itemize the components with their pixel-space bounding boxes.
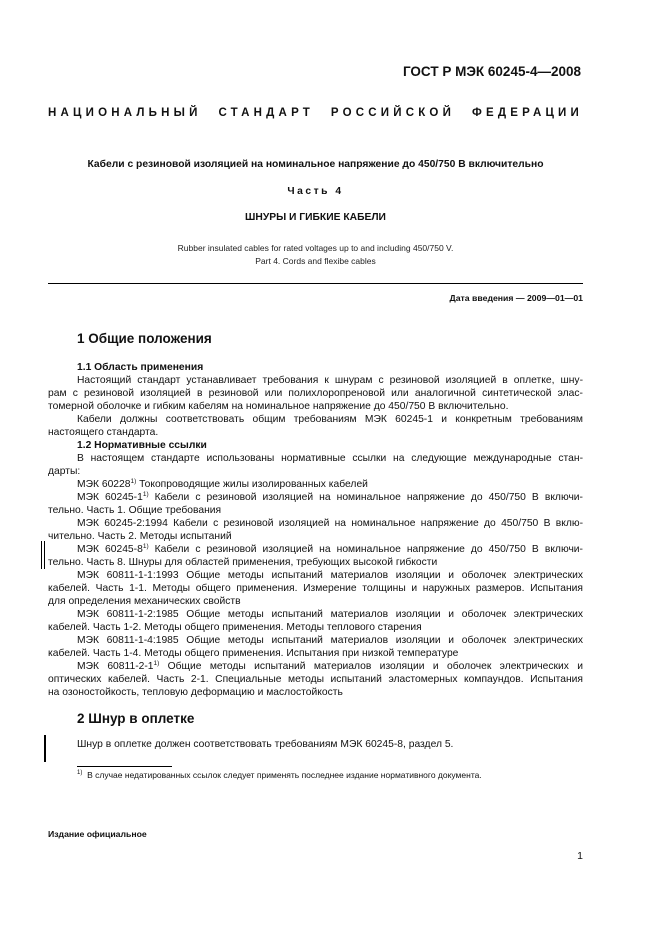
subsection-1-2-heading: 1.2 Нормативные ссылки xyxy=(77,440,207,451)
reference-item-cont: чительно. Часть 2. Методы испытаний xyxy=(48,531,232,542)
reference-code: МЭК 60228 xyxy=(77,479,131,490)
reference-item: МЭК 60811-1-1:1993 Общие методы испытаний материалов изоляции и оболочек электрических xyxy=(77,570,583,581)
reference-item-cont: оптических кабелей. Часть 2-1. Специальные методы испытаний эластомерных компаундов. Испытания xyxy=(48,674,583,685)
reference-text: Кабели с резиновой изоляцией на номинальное напряжение до 450/750 В включи- xyxy=(148,544,583,555)
footnote-text: В случае недатированных ссылок следует применять последнее издание нормативного документа. xyxy=(87,770,482,780)
part-title: ШНУРЫ И ГИБКИЕ КАБЕЛИ xyxy=(245,212,386,223)
page-number: 1 xyxy=(577,850,583,862)
title-divider xyxy=(48,283,583,285)
paragraph-line: рам с резиновой изоляцией в резиновой или полихлоропреновой или аналогичной синтетической элас- xyxy=(48,388,583,399)
reference-item-cont: кабелей. Часть 1-4. Методы общего применения. Испытания при низкой температуре xyxy=(48,648,459,659)
change-bar xyxy=(41,541,42,569)
footnote-ref: 1) xyxy=(142,491,149,498)
reference-item-cont: кабелей. Часть 1-1. Методы общего применения. Измерение толщины и наружных размеров. Испытания xyxy=(48,583,583,594)
footnote-ref: 1) xyxy=(153,660,160,667)
reference-code: МЭК 60811-2-1 xyxy=(77,661,154,672)
reference-item xyxy=(48,543,583,556)
paragraph-line: Настоящий стандарт устанавливает требования к шнурам с резиновой изоляцией в оплетке, шну- xyxy=(77,375,583,386)
reference-item: МЭК 60811-1-2:1985 Общие методы испытаний материалов изоляции и оболочек электрических xyxy=(77,609,583,620)
footnote-ref: 1) xyxy=(130,478,137,485)
section-1-heading: 1 Общие положения xyxy=(77,331,212,346)
paragraph-line: Кабели должны соответствовать общим требованиям МЭК 60245-1 и конкретным требованиям xyxy=(77,414,583,425)
change-bar xyxy=(44,541,45,569)
part-number: Часть 4 xyxy=(287,186,344,197)
reference-text: Кабели с резиновой изоляцией на номинальное напряжение до 450/750 В включи- xyxy=(148,492,583,503)
paragraph-line: настоящего стандарта. xyxy=(48,427,159,438)
footnote-divider xyxy=(77,766,172,767)
english-title-line1: Rubber insulated cables for rated voltages up to and including 450/750 V. xyxy=(177,243,454,253)
document-code: ГОСТ Р МЭК 60245-4—2008 xyxy=(402,64,581,79)
reference-item xyxy=(48,491,583,504)
reference-item-cont: кабелей. Часть 1-2. Методы общего применения. Методы теплового старения xyxy=(48,622,422,633)
reference-item-cont: тельно. Часть 1. Общие требования xyxy=(48,505,222,516)
official-edition-label: Издание официальное xyxy=(48,829,147,839)
footnote xyxy=(77,770,482,780)
footnote-mark: 1) xyxy=(77,770,83,776)
english-title-line2: Part 4. Cords and flexibe cables xyxy=(255,256,376,266)
reference-text: Токопроводящие жилы изолированных кабелей xyxy=(136,479,368,490)
section-2-text: Шнур в оплетке должен соответствовать требованиям МЭК 60245-8, раздел 5. xyxy=(77,739,454,750)
subsection-1-1-heading: 1.1 Область применения xyxy=(77,362,204,373)
national-standard-banner xyxy=(48,107,583,119)
paragraph-line: томерной оболочке и гибким кабелям на номинальное напряжение до 450/750 В включительно. xyxy=(48,401,509,412)
introduction-date: Дата введения — 2009—01—01 xyxy=(449,293,583,303)
footnote-ref: 1) xyxy=(142,543,149,550)
banner-word: РОССИЙСКОЙ xyxy=(330,107,456,119)
reference-item-cont: тельно. Часть 8. Шнуры для областей применения, требующих высокой гибкости xyxy=(48,557,438,568)
reference-code: МЭК 60245-8 xyxy=(77,544,143,555)
reference-item: МЭК 60245-2:1994 Кабели с резиновой изоляцией на номинальное напряжение до 450/750 В вклю- xyxy=(77,518,583,529)
reference-code: МЭК 60245-1 xyxy=(77,492,143,503)
banner-word: СТАНДАРТ xyxy=(218,107,315,119)
standard-title: Кабели с резиновой изоляцией на номинальное напряжение до 450/750 В включительно xyxy=(87,159,544,170)
reference-item xyxy=(48,478,583,491)
reference-item: МЭК 60811-1-4:1985 Общие методы испытаний материалов изоляции и оболочек электрических xyxy=(77,635,583,646)
reference-item-cont: на озоностойкость, тепловую деформацию и маслостойкость xyxy=(48,687,343,698)
banner-word: ФЕДЕРАЦИИ xyxy=(471,107,583,119)
paragraph-line: В настоящем стандарте использованы нормативные ссылки на следующие международные стан- xyxy=(77,453,583,464)
banner-word: НАЦИОНАЛЬНЫЙ xyxy=(48,107,202,119)
paragraph-line: дарты: xyxy=(48,466,81,477)
change-bar xyxy=(44,735,46,762)
reference-item-cont: для определения механических свойств xyxy=(48,596,241,607)
section-2-heading: 2 Шнур в оплетке xyxy=(77,711,195,726)
reference-text: Общие методы испытаний материалов изоляции и оболочек электрических и xyxy=(159,661,583,672)
reference-item xyxy=(48,660,583,673)
